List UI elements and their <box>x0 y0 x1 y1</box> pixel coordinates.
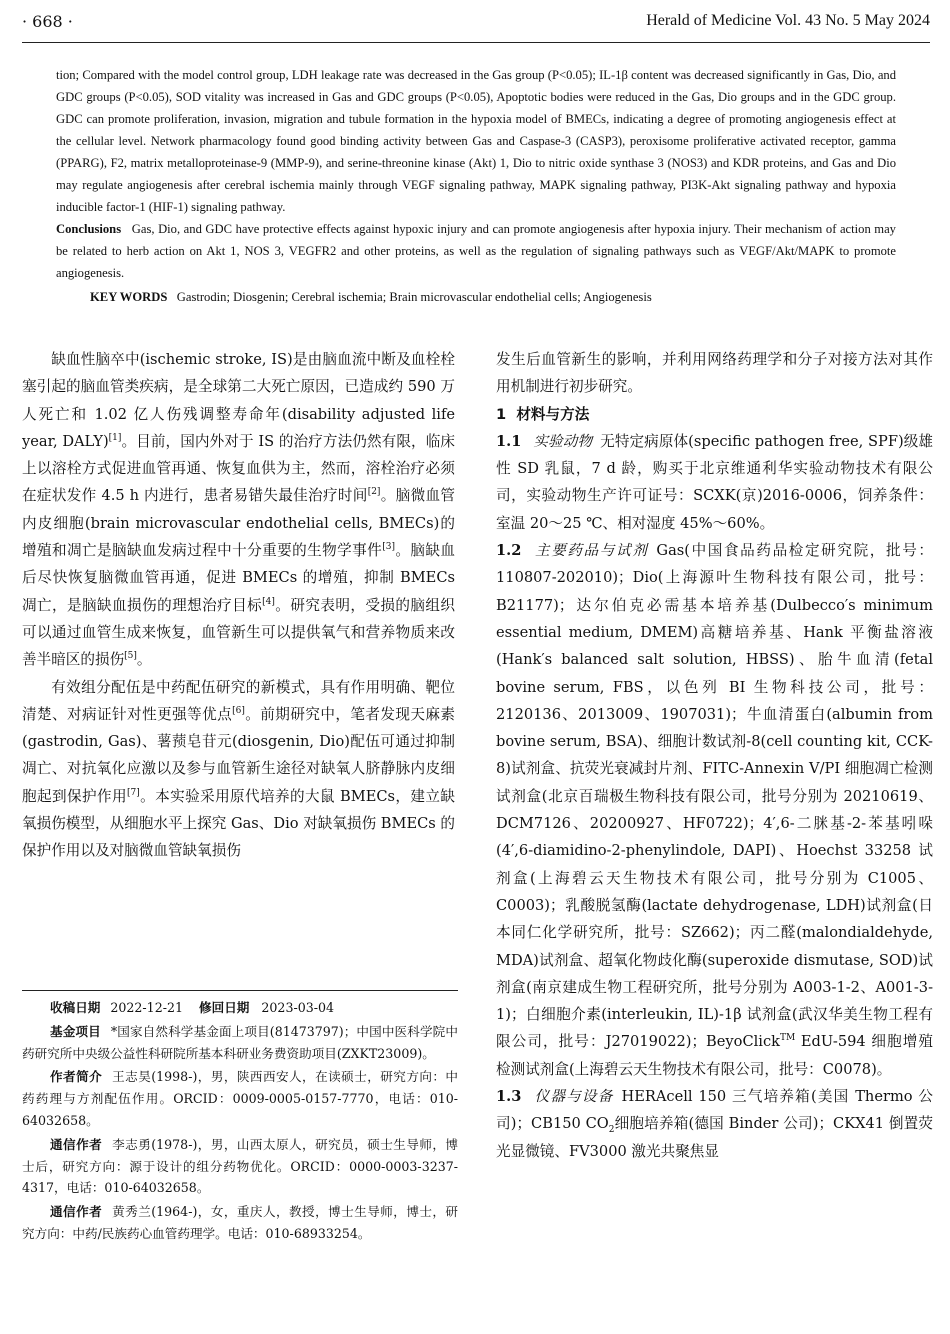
intro-paragraph-1: 缺血性脑卒中(ischemic stroke, IS)是由脑血流中断及血栓栓塞引起的脑血管类疾病，是全球第二大死亡原因，已造成约 590 万人死亡和 1.02 亿人伤残调整寿命年(disability adjusted life year, DALY)[1]。目前，国内外对于 IS 的治疗方法仍然有限，临床上以溶栓方式促进血管再通、恢复血供为主，然而，溶栓治疗必须在症状发作 4.5 h 内进行，患者易错失最佳治疗时间[2]。脑微血管内皮细胞(brain microvascular endothelial cells, BMECs)的增殖和凋亡是脑缺血发病过程中十分重要的生物学事件[3]。脑缺血后尽快恢复脑微血管再通，促进 BMECs 的增殖，抑制 BMECs 凋亡，是脑缺血损伤的理想治疗目标[4]。研究表明，受损的脑组织可以通过血管生成来恢复，血管新生可以提供氧气和营养物质来改善半暗区的损伤[5]。 <box>22 351 455 669</box>
citation: [4] <box>262 596 275 607</box>
abstract-conclusions <box>56 218 896 284</box>
english-abstract <box>56 64 896 308</box>
conclusions-text: Gas, Dio, and GDC have protective effects against hypoxic injury and can promote angiogenesis after hypoxia injury. Their mechanism of action may be related to herb action on Akt 1, NOS 3, VEGFR2 and other proteins, as well as the regulation of signaling pathways such as VEGF/Akt/MAPK to promote angiogenesis. <box>56 222 896 280</box>
fund-info: 基金项目 *国家自然科学基金面上项目(81473797)；中国中医科学院中药研究所中央级公益性科研院所基本科研业务费资助项目(ZXKT23009)。 <box>22 1023 458 1061</box>
intro-paragraph-2: 有效组分配伍是中药配伍研究的新模式，具有作用明确、靶位清楚、对病证针对性更强等优点[6]。前期研究中，笔者发现天麻素(gastrodin, Gas)、薯蓣皂苷元(diosgenin, Dio)配伍可通过抑制凋亡、对抗氧化应激以及参与血管新生途径对缺氧人脐静脉内皮细胞起到保护作用[7]。本实验采用原代培养的大鼠 BMECs，建立缺氧损伤模型，从细胞水平上探究 Gas、Dio 对缺氧损伤 BMECs 的保护作用以及对脑微血管缺氧损伤 <box>22 678 456 860</box>
journal-info: Herald of Medicine Vol. 43 No. 5 May 2024 <box>646 12 930 29</box>
corresponding-author-1: 通信作者 李志勇(1978-)，男，山西太原人，研究员，硕士生导师，博士后，研究方向：源于设计的组分药物优化。ORCID：0000-0003-3237-4317，电话：010-64032658。 <box>22 1136 459 1196</box>
abstract-results: tion; Compared with the model control group, LDH leakage rate was decreased in the Gas group (P<0.05); IL-1β content was decreased significantly in Gas, Dio, and GDC groups (P<0.05), SOD vitality was increased in Gas and GDC groups (P<0.05), Apoptotic bodies were reduced in the Gas, Dio groups and in the GDC group. GDC can promote proliferation, invasion, migration and tubule formation in the hypoxia model of BMECs, indicating a degree of promoting angiogenesis effect at the cellular level. Network pharmacology found good binding activity between Gas and Caspase-3 (CASP3), peroxisome proliferative activated receptor, gamma (PPARG), F2, matrix metalloproteinase-9 (MMP-9), and serine-threonine kinase (Akt) 1, Dio to nitric oxide synthase 3 (NOS3) and KDR proteins, and Gas and Dio may regulate angiogenesis after cerebral ischemia mainly through VEGF signaling pathway, MAPK signaling pathway, PI3K-Akt signaling pathway and hypoxia inducible factor-1 (HIF-1) signaling pathway. <box>56 68 896 214</box>
author-info: 作者简介 王志昊(1998-)，男，陕西西安人，在读硕士，研究方向：中药药理与方剂配伍作用。ORCID：0009-0005-0157-7770，电话：010-64032658。 <box>22 1069 459 1128</box>
citation: [6] <box>232 706 245 716</box>
section-1-heading: 1 材料与方法 <box>496 405 590 423</box>
section-1-1: 1.1 实验动物 无特定病原体(specific pathogen free, SPF)级雄性 SD 乳鼠，7 d 龄，购买于北京维通利华实验动物技术有限公司，实验动物生产许可证号：SCXK(京)2016-0006，饲养条件：室温 20～25 ℃、相对湿度 45%～60%。 <box>496 432 933 532</box>
keywords-text: Gastrodin; Diosgenin; Cerebral ischemia; Brain microvascular endothelial cells; Angiogenesis <box>176 290 652 304</box>
citation: [2] <box>367 487 381 498</box>
header-rule <box>22 42 930 43</box>
citation: [7] <box>126 787 140 798</box>
page-number: · 668 · <box>22 12 73 31</box>
citation: [5] <box>124 651 137 662</box>
right-column <box>496 346 933 1165</box>
citation: [1] <box>108 433 122 444</box>
keywords <box>56 286 896 308</box>
section-1-3: 1.3 仪器与设备 HERAcell 150 三气培养箱(美国 Thermo 公司)；CB150 $CO_2$细胞培养箱(德国 Binder 公司)；CKX41 倒置荧光显微镜、FV3000 激光共聚焦显 <box>496 1088 933 1160</box>
page-header <box>22 12 930 38</box>
intro-continuation: 发生后血管新生的影响，并利用网络药理学和分子对接方法对其作用机制进行初步研究。 <box>496 351 933 396</box>
left-column <box>22 346 455 865</box>
dates: 收稿日期 2022-12-21 修回日期 2023-03-04 <box>50 1000 335 1015</box>
section-1-2: 1.2 主要药品与试剂 Gas(中国食品药品检定研究院，批号：110807-202010)；Dio(上海源叶生物科技有限公司，批号：B21177)；达尔伯克必需基本培养基(Dulbecco′s minimum essential medium, DMEM)高糖培养基、Hank 平衡盐溶液(Hank′s balanced salt solution, HBSS)、胎牛血清(fetal bovine serum, FBS，以色列 BI 生物科技公司，批号：2120136、2013009、1907031)；牛血清蛋白(albumin from bovine serum, BSA)、细胞计数试剂-8(cell counting kit, CCK-8)试剂盒、抗荧光衰减封片剂、FITC-Annexin V/PI 细胞凋亡检测试剂盒(北京百瑞极生物科技有限公司，批号分别为 20210619、DCM7126、20200927、HF0722)；4′,6-二脒基-2-苯基吲哚(4′,6-diamidino-2-phenylindole, DAPI)、Hoechst 33258 试剂盒(上海碧云天生物技术有限公司，批号分别为 C1005、C0003)；乳酸脱氢酶(lactate dehydrogenase, LDH)试剂盒(日本同仁化学研究所，批号：SZ662)；丙二醛(malondialdehyde, MDA)试剂盒、超氧化物歧化酶(superoxide dismutase, SOD)试剂盒(南京建成生物工程研究所，批号分别为 A003-1-2、A001-3-1)；白细胞介素(interleukin, IL)-1β 试剂盒(武汉华美生物工程有限公司，批号：J27019022)；BeyoClick™ EdU-594 细胞增殖检测试剂盒(上海碧云天生物技术有限公司，批号：C0078)。 <box>496 542 934 1078</box>
keywords-label: KEY WORDS <box>90 290 168 304</box>
conclusions-label: Conclusions <box>56 222 122 236</box>
footnote-block <box>22 990 458 1247</box>
corresponding-author-2: 通信作者 黄秀兰(1964-)，女，重庆人，教授，博士生导师，博士，研究方向：中药/民族药心血管药理学。电话：010-68933254。 <box>22 1204 459 1241</box>
citation: [3] <box>382 542 395 553</box>
